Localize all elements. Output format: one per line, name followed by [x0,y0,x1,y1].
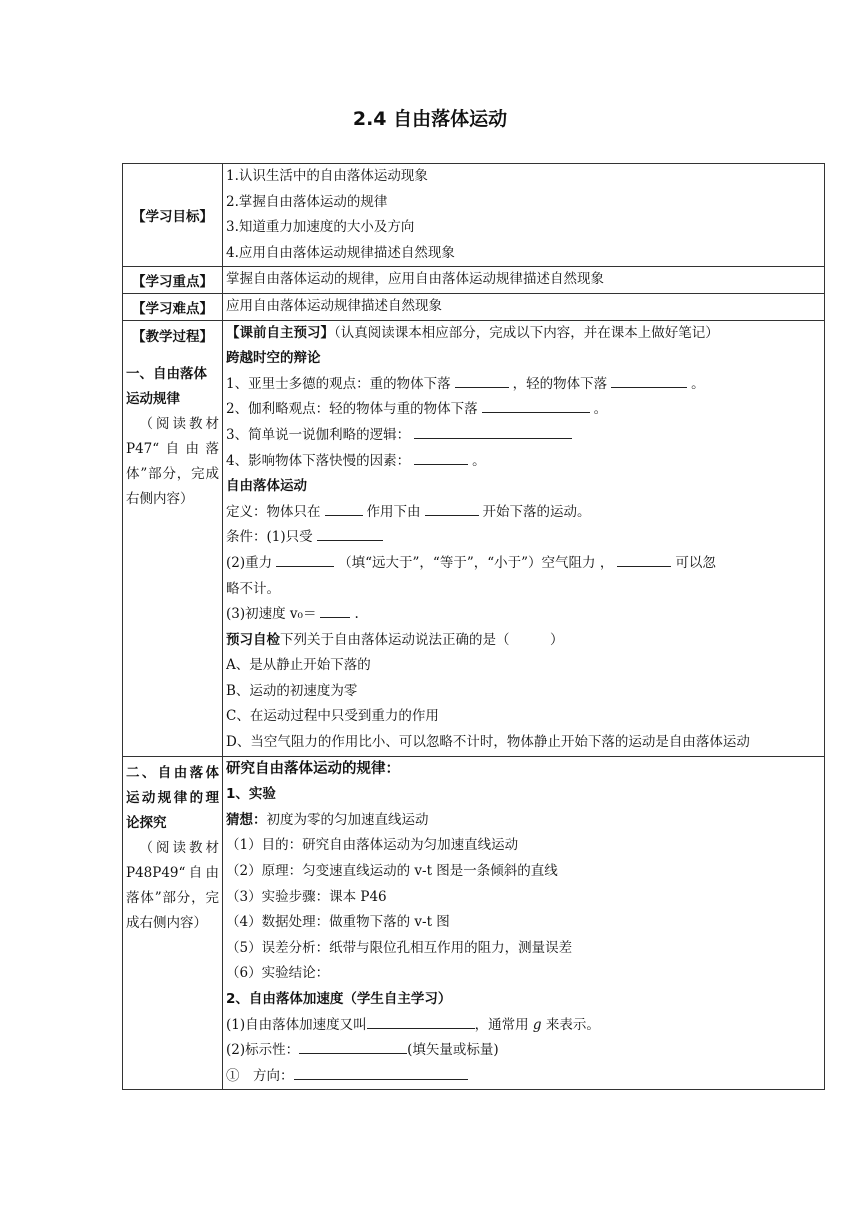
step-item: （6）实验结论： [226,965,330,982]
lesson-table [122,163,825,1090]
process-content [223,320,825,756]
cond1-text: 条件：(1)只受 [226,529,313,546]
cond3-end: . [354,606,359,623]
blank-field[interactable] [320,603,350,618]
blank-field[interactable] [367,1014,475,1029]
blank-field[interactable] [482,398,590,413]
q4-text: 4、影响物体下落快慢的因素： [226,452,411,469]
blank-field[interactable] [617,552,671,567]
preview-note: （认真阅读课本相应部分，完成以下内容，并在课本上做好笔记） [334,324,719,341]
section2-heading: 研究自由落体运动的规律： [226,760,400,777]
def-text-2: 作用下由 [366,503,421,520]
step-item: （5）误差分析：纸带与限位孔相互作用的阻力，测量误差 [226,939,573,956]
goal-item: 2.掌握自由落体运动的规律 [226,193,388,210]
goal-item: 4.应用自由落体运动规律描述自然现象 [226,244,455,261]
section2-row [123,756,825,1090]
cond2-text: (2)重力 [226,554,273,571]
def-text: 定义：物体只在 [226,503,321,520]
process-label: 【教学过程】 [132,328,213,345]
a3-text: ① 方向： [226,1067,294,1084]
cond2-text-3: 可以忽 [675,554,716,571]
a1-text: (1)自由落体加速度又叫 [226,1016,367,1033]
experiment-title: 1、实验 [226,786,276,803]
check-text: 下列关于自由落体运动说法正确的是（ ） [280,631,564,648]
focus-label: 【学习重点】 [123,267,223,294]
section2-title: 二、自由落体运动规律的理论探究 [126,764,219,831]
blank-field[interactable] [294,1065,468,1080]
goals-label: 【学习目标】 [123,164,223,267]
goal-item: 3.知道重力加速度的大小及方向 [226,219,415,236]
focus-row [123,267,825,294]
g-symbol: g [532,1016,542,1033]
q1-text-2: ，轻的物体下落 [512,375,608,392]
option-a: A、是从静止开始下落的 [226,657,371,674]
guess-label: 猜想： [226,811,267,828]
blank-field[interactable] [414,424,572,439]
free-fall-title: 自由落体运动 [226,478,307,495]
option-d: D、当空气阻力的作用比小、可以忽略不计时，物体静止开始下落的运动是自由落体运动 [226,734,750,751]
a2-text-2: (填矢量或标量) [407,1042,499,1059]
difficulty-label: 【学习难点】 [123,293,223,320]
step-item: （1）目的：研究自由落体运动为匀加速直线运动 [226,837,519,854]
goals-row [123,164,825,267]
process-row [123,320,825,756]
q4-end: 。 [472,452,486,469]
section2-side [123,756,223,1090]
page-title: 2.4 自由落体运动 [352,108,508,130]
blank-field[interactable] [611,373,687,388]
preview-head: 【课前自主预习】 [226,324,334,341]
a1-text-2: ，通常用 [474,1016,529,1033]
blank-field[interactable] [325,501,363,516]
goals-cell [223,164,825,267]
blank-field[interactable] [455,373,509,388]
section1-note: （阅读教材P47“自由落体”部分，完成右侧内容） [126,415,219,507]
acc-title: 2、自由落体加速度（学生自主学习） [226,991,452,1007]
blank-field[interactable] [425,501,479,516]
q1-text: 1、亚里士多德的观点：重的物体下落 [226,375,451,392]
q3-text: 3、简单说一说伽利略的逻辑： [226,426,411,443]
step-item: （3）实验步骤：课本 P46 [226,888,387,905]
goal-item: 1.认识生活中的自由落体运动现象 [226,168,428,184]
q1-end: 。 [691,375,705,392]
check-head: 预习自检 [226,631,280,648]
blank-field[interactable] [276,552,334,567]
difficulty-text: 应用自由落体运动规律描述自然现象 [226,297,442,314]
step-item: （4）数据处理：做重物下落的 v-t 图 [226,914,450,931]
def-text-3: 开始下落的运动。 [482,503,591,520]
blank-field[interactable] [317,526,383,541]
blank-field[interactable] [414,450,468,465]
step-item: （2）原理：匀变速直线运动的 v-t 图是一条倾斜的直线 [226,863,558,880]
q2-text: 2、伽利略观点：轻的物体与重的物体下落 [226,401,478,418]
blank-field[interactable] [299,1039,407,1054]
section2-note: （阅读教材P48P49“自由落体”部分，完成右侧内容） [126,839,219,931]
debate-title: 跨越时空的辩论 [226,350,321,367]
focus-text: 掌握自由落体运动的规律，应用自由落体运动规律描述自然现象 [226,271,604,288]
q2-end: 。 [593,401,608,418]
a1-text-3: 来表示。 [545,1016,600,1033]
section2-content [223,756,825,1090]
option-b: B、运动的初速度为零 [226,682,358,699]
section1-title: 一、自由落体运动规律 [126,365,207,407]
a2-text: (2)标示性： [226,1042,300,1059]
cond3-text: (3)初速度 v₀＝ [226,606,317,623]
cond2-cont: 略不计。 [226,580,280,597]
difficulty-row [123,293,825,320]
process-side [123,320,223,756]
option-c: C、在运动过程中只受到重力的作用 [226,708,439,725]
cond2-text-2: （填“远大于”，“等于”，“小于”）空气阻力 ， [338,554,614,571]
guess-text: 初度为零的匀加速直线运动 [266,811,429,828]
